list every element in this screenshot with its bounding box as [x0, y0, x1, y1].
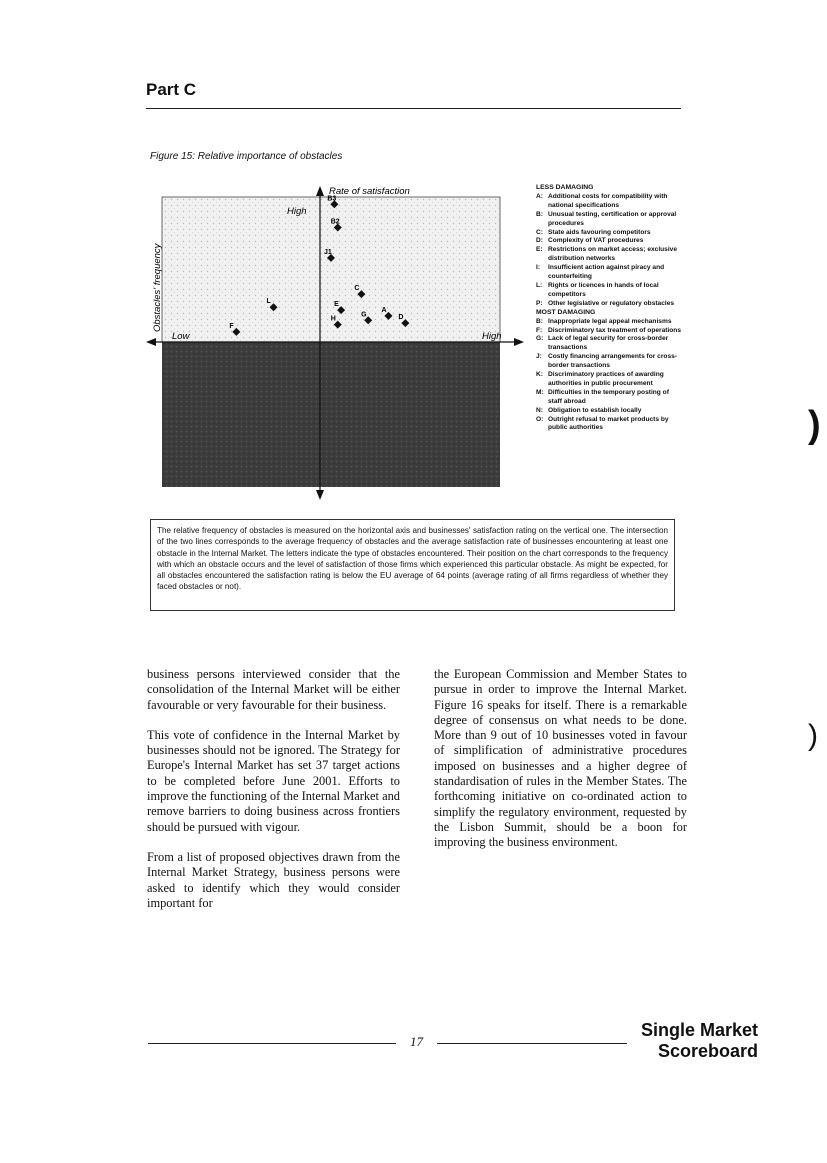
legend-text: Complexity of VAT procedures: [548, 237, 644, 245]
obstacles-scatter-chart: [140, 180, 530, 505]
legend-letter: D:: [536, 237, 543, 245]
part-title: Part C: [146, 80, 197, 99]
label-high-y: High: [287, 206, 307, 217]
legend-letter: A:: [536, 192, 543, 200]
legend-letter: C:: [536, 228, 543, 236]
legend-less-heading: LESS DAMAGING: [536, 184, 594, 191]
legend-text: Difficulties in the temporary posting of staff abroad: [548, 388, 669, 405]
legend: [536, 184, 684, 433]
body-paragraph: business persons interviewed consider that the consolidation of the Internal Market will be either favourable or very favourable for their business.: [147, 667, 400, 712]
scan-mark: ): [808, 404, 821, 446]
legend-text: Rights or licences in hands of local competitors: [548, 281, 659, 298]
legend-letter: K:: [536, 371, 543, 379]
legend-text: Outright refusal to market products by public authorities: [548, 415, 669, 432]
legend-item: [536, 264, 684, 282]
footer-rule-left: [148, 1043, 396, 1044]
footer-rule-right: [437, 1043, 627, 1044]
brand-title-line2: Scoreboard: [657, 1041, 758, 1061]
legend-item: [536, 407, 684, 416]
figure-caption: Figure 15: Relative importance of obstacles: [150, 151, 343, 162]
page-number: 17: [410, 1034, 423, 1049]
legend-item: [536, 282, 684, 300]
data-point-label: C: [354, 285, 360, 293]
data-point-label: A: [381, 306, 387, 314]
body-paragraph: the European Commission and Member States to pursue in order to improve the Internal Market. Figure 16 speaks for itself. There is a remarkable degree of consensus on what needs to be done. More than 9 out of 10 businesses voted in favour of simplification of administrative procedures imposed on businesses and a higher degree of standardisation of rules in the Member States. The forthcoming initiative on co-ordinated action to simplify the regulatory environment, requested by the Lisbon Summit, should be a boon for improving the business environment.: [434, 667, 687, 850]
legend-letter: B:: [536, 317, 543, 325]
legend-item: [536, 416, 684, 434]
y-axis-title: Rate of satisfaction: [329, 186, 410, 197]
legend-most-heading: MOST DAMAGING: [536, 308, 596, 316]
legend-letter: B:: [536, 210, 543, 218]
label-low-x: Low: [172, 331, 190, 342]
lower-region: [162, 342, 500, 487]
legend-item: [536, 318, 684, 327]
body-paragraph: This vote of confidence in the Internal Market by businesses should not be ignored. The Strategy for Europe's Internal Market has set 37 target actions to be completed before June 2001. Efforts to improve the functioning of the Internal Market and remove barriers to doing business across frontiers should be pursued with vigour.: [147, 727, 400, 834]
legend-letter: O:: [536, 415, 544, 423]
legend-text: Inappropriate legal appeal mechanisms: [548, 317, 672, 325]
legend-item: [536, 193, 684, 211]
data-point-label: E: [334, 301, 339, 309]
legend-item: [536, 211, 684, 229]
legend-less-list: [536, 193, 684, 309]
figure-note: The relative frequency of obstacles is measured on the horizontal axis and businesses' satisfaction rating on the vertical one. The intersection of the two lines corresponds to the average frequency of obstacles and the average satisfaction rate of businesses encountering at least one obstacle in the Internal Market. The letters indicate the type of obstacles encountered. Their position on the chart corresponds to the frequency with which an obstacle occurs and the level of satisfaction of those firms which experienced this particular obstacle. As might be expected, for all obstacles encountered the satisfaction rating is below the EU average of 64 points (average rating of all firms regardless of whether they faced obstacles or not).: [150, 519, 675, 611]
legend-letter: N:: [536, 406, 543, 414]
legend-item: [536, 237, 684, 246]
label-high-x: High: [482, 331, 502, 342]
legend-text: Insufficient action against piracy and counterfeiting: [548, 264, 665, 281]
legend-letter: E:: [536, 246, 543, 254]
legend-letter: P:: [536, 299, 543, 307]
body-paragraph: From a list of proposed objectives drawn from the Internal Market Strategy, business persons were asked to identify which they would consider important for: [147, 849, 400, 910]
legend-most-list: [536, 318, 684, 434]
data-point-label: G: [361, 311, 367, 319]
brand-title-line1: Single Market: [640, 1020, 758, 1040]
data-point-label: L: [266, 298, 271, 306]
legend-item: [536, 389, 684, 407]
legend-item: [536, 371, 684, 389]
body-column-right: [434, 667, 687, 866]
legend-text: Other legislative or regulatory obstacles: [548, 299, 675, 307]
legend-item: [536, 229, 684, 238]
legend-text: Unusual testing, certification or approval procedures: [548, 210, 677, 227]
legend-item: [536, 300, 684, 309]
legend-text: Obligation to establish locally: [548, 406, 642, 414]
legend-letter: M:: [536, 388, 544, 396]
legend-text: Discriminatory practices of awarding authorities in public procurement: [548, 371, 664, 387]
legend-item: [536, 353, 684, 371]
legend-letter: I:: [536, 264, 541, 272]
header-rule: [146, 108, 681, 109]
data-point-label: J1: [324, 248, 332, 256]
legend-letter: G:: [536, 335, 544, 343]
legend-text: Lack of legal security for cross-border transactions: [548, 335, 669, 352]
y-axis-arrow-top: [316, 186, 324, 196]
legend-item: [536, 246, 684, 264]
legend-text: Restrictions on market access; exclusive distribution networks: [548, 246, 678, 263]
x-axis-title: Obstacles' frequency: [152, 243, 163, 332]
legend-text: State aids favouring competitors: [548, 228, 651, 236]
body-column-left: [147, 667, 400, 926]
legend-text: Costly financing arrangements for cross-border transactions: [548, 353, 677, 370]
legend-letter: J:: [536, 353, 542, 361]
data-point-label: B2: [330, 218, 340, 226]
data-point-label: D: [398, 314, 404, 322]
legend-letter: F:: [536, 326, 543, 334]
x-axis-arrow-left: [146, 338, 156, 346]
data-point-label: H: [330, 315, 336, 323]
legend-text: Discriminatory tax treatment of operations: [548, 326, 682, 334]
data-point-label: F: [229, 322, 234, 330]
data-point-label: B3: [327, 195, 337, 203]
legend-letter: L:: [536, 281, 543, 289]
legend-text: Additional costs for compatibility with national specifications: [548, 192, 668, 209]
x-axis-arrow-right: [514, 338, 524, 346]
y-axis-arrow-bottom: [316, 490, 324, 500]
scan-mark: ): [808, 719, 818, 752]
legend-item: [536, 327, 684, 336]
legend-item: [536, 335, 684, 353]
